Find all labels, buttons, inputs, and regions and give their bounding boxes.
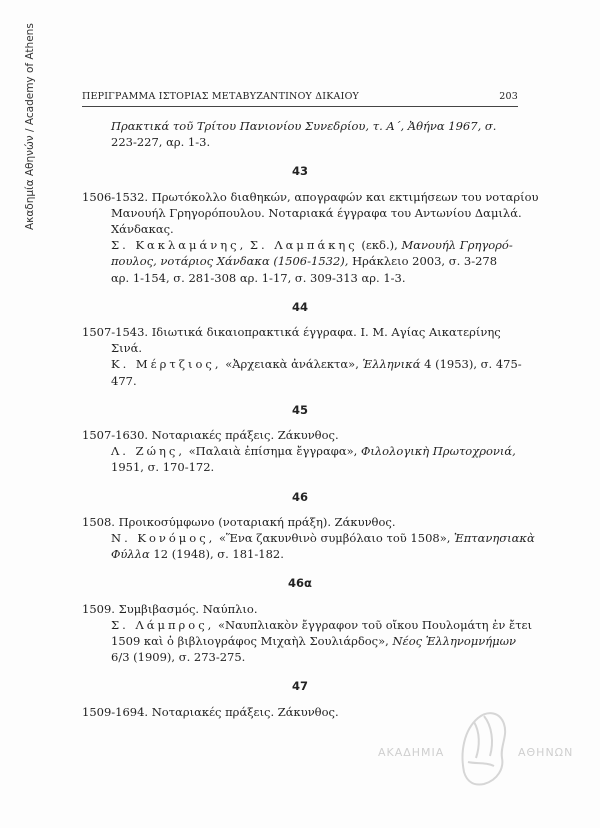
entry-46 xyxy=(82,514,535,563)
watermark-text-left: ΑΚΑΔΗΜΙΑ xyxy=(378,746,445,759)
entry-number: 45 xyxy=(291,402,308,417)
entry-44 xyxy=(82,324,522,389)
reference-author: Σ. Λαμπάκης xyxy=(249,238,358,253)
reference-text: «Παλαιὰ ἐπίσημα ἔγγραφα», xyxy=(188,444,358,459)
reference-title: Ἑπτανησιακὰ xyxy=(454,531,535,546)
entry-45 xyxy=(82,427,518,476)
reference-text: «Ναυπλιακὸν ἔγγραφον τοῦ οἴκου Πουλομάτη ἐν ἔτει xyxy=(217,617,533,632)
running-head-title: ΠΕΡΙΓΡΑΜΜΑ ΙΣΤΟΡΙΑΣ ΜΕΤΑΒΥΖΑΝΤΙΝΟΥ ΔΙΚΑΙΟΥ xyxy=(82,91,360,102)
reference-title: Νέος Ἑλληνομνήμων xyxy=(392,634,516,649)
entry-number: 46 xyxy=(291,489,308,504)
entry-heading-line: 1507-1630. Νοταριακές πράξεις. Ζάκυνθος. xyxy=(82,428,339,443)
reference-author: Ν. Κονόμος, xyxy=(111,531,216,546)
reference-author: Σ. Κακλαμάνης, xyxy=(111,238,247,253)
entry-heading-line: Μανουήλ Γρηγορόπουλου. Νοταριακά έγγραφα του Αντωνίου Δαμιλά. xyxy=(111,205,522,220)
entry-reference-line xyxy=(82,617,533,633)
entry-reference-line: 1951, σ. 170-172. xyxy=(111,460,215,475)
reference-title: Ἑλληνικά xyxy=(362,357,421,372)
entry-heading-line: 1507-1543. Ιδιωτικά δικαιοπρακτικά έγγραφα. Ι. Μ. Αγίας Αικατερίνης xyxy=(82,325,501,340)
entry-number: 46α xyxy=(288,576,312,591)
entry-reference-line xyxy=(82,633,518,649)
reference-title: Φιλολογικὴ Πρωτοχρονιά, xyxy=(360,444,516,459)
reference-text: «Ἕνα ζακυνθινὸ συμβόλαιο τοῦ 1508», xyxy=(218,531,451,546)
intro-line: Πρακτικά τοῦ Τρίτου Πανιονίου Συνεδρίου, τ. Α΄, Ἀθήνα 1967, σ. xyxy=(111,119,497,133)
reference-title: Μανουήλ Γρηγορό- xyxy=(401,238,513,253)
reference-author: Σ. Λάμπρος, xyxy=(111,617,215,632)
entry-reference-line: αρ. 1-154, σ. 281-308 αρ. 1-17, σ. 309-313 αρ. 1-3. xyxy=(111,270,406,285)
entry-heading-line: 1506-1532. Πρωτόκολλο διαθηκών, απογραφών και εκτιμήσεων του νοταρίου xyxy=(82,189,539,204)
academy-watermark xyxy=(378,702,578,792)
reference-text: «Ἀρχειακὰ ἀνάλεκτα», xyxy=(225,357,359,372)
entry-reference-line: 477. xyxy=(111,373,137,388)
athena-head-icon xyxy=(454,702,510,790)
reference-text: 1509 καὶ ὁ βιβλιογράφος Μιχαὴλ Σουλιάρδος», xyxy=(111,634,389,649)
entry-heading-line: 1508. Προικοσύμφωνο (νοταριακή πράξη). Ζάκυνθος. xyxy=(82,514,396,529)
side-label xyxy=(2,0,36,300)
reference-text: 4 (1953), σ. 475- xyxy=(424,357,522,372)
entry-heading-line: 1509. Συμβιβασμός. Ναύπλιο. xyxy=(82,601,258,616)
entry-heading-line: Σινά. xyxy=(111,341,143,356)
page-number: 203 xyxy=(499,91,518,102)
running-head xyxy=(82,91,518,107)
side-label-text: Ακαδημία Αθηνών / Academy of Athens xyxy=(24,23,36,230)
reference-text: 12 (1948), σ. 181-182. xyxy=(153,547,284,562)
watermark-text-right: ΑΘΗΝΩΝ xyxy=(518,746,574,759)
entry-reference-line xyxy=(82,237,518,253)
entry-number: 47 xyxy=(291,679,308,694)
entry-heading-line: 1509-1694. Νοταριακές πράξεις. Ζάκυνθος. xyxy=(82,704,339,719)
reference-title: πουλος, νοτάριος Χάνδακα (1506-1532), xyxy=(111,254,349,269)
entry-reference-line xyxy=(82,530,535,546)
reference-title: Φύλλα xyxy=(111,547,150,562)
entry-reference-line xyxy=(82,253,518,269)
entry-reference-line xyxy=(82,546,518,562)
reference-text: Ηράκλειο 2003, σ. 3-278 xyxy=(352,254,498,269)
entry-number: 43 xyxy=(291,164,308,179)
intro-reference xyxy=(82,118,518,150)
entry-43 xyxy=(82,189,539,286)
reference-author: Κ. Μέρτζιος, xyxy=(111,357,222,372)
entry-number: 44 xyxy=(291,299,308,314)
entry-reference-line: 6/3 (1909), σ. 273-275. xyxy=(111,650,246,665)
entry-reference-line xyxy=(82,356,522,372)
reference-text: (εκδ.), xyxy=(361,238,398,253)
entry-reference-line xyxy=(82,443,518,459)
entry-heading-line: Χάνδακας. xyxy=(111,222,174,237)
entry-46a xyxy=(82,601,533,666)
reference-author: Λ. Ζώης, xyxy=(111,444,185,459)
intro-line: 223-227, αρ. 1-3. xyxy=(111,135,211,150)
page-content xyxy=(82,118,539,720)
